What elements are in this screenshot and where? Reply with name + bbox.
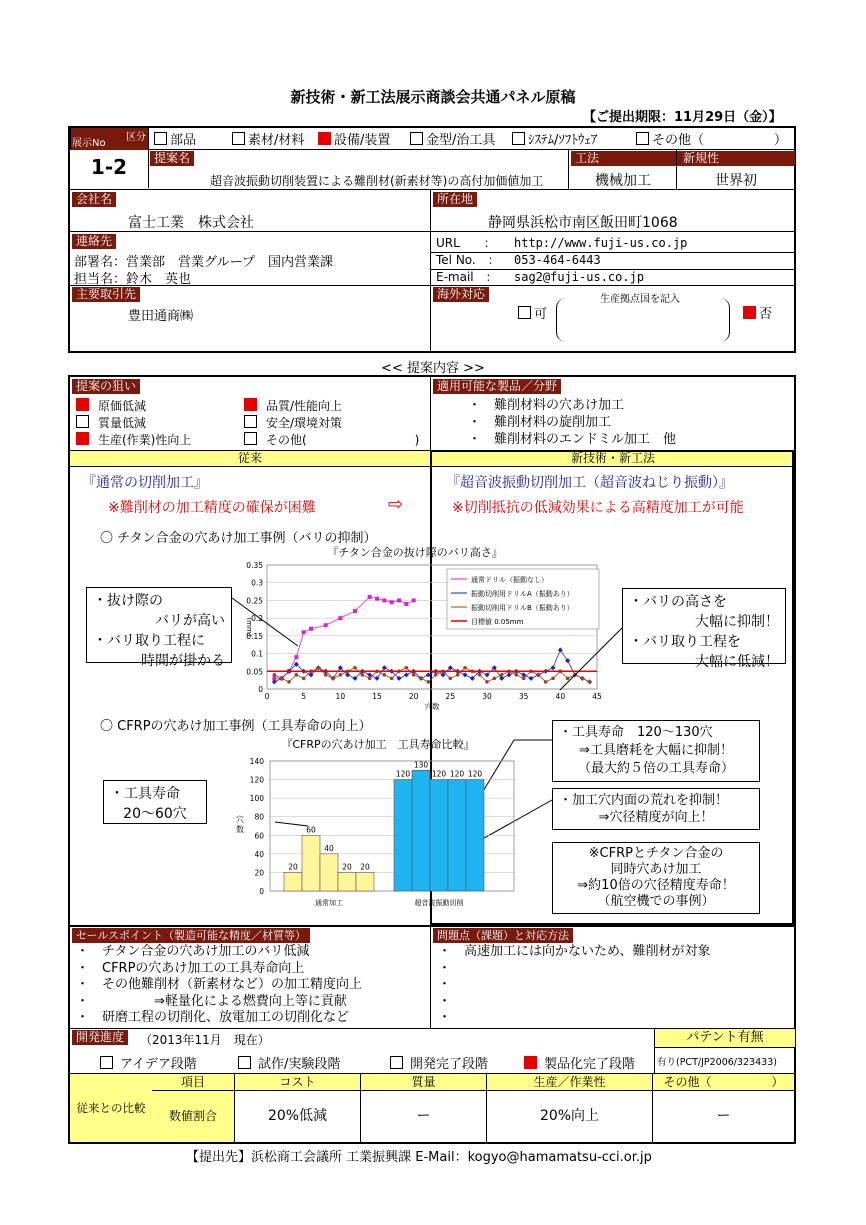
callout-line: ・バリ取り工程を [629, 634, 741, 650]
issue-item: ・ [438, 993, 452, 1009]
overseas-yes-label: 可 [534, 307, 548, 322]
chart1-xtick: 35 [518, 692, 529, 701]
overseas-label: 海外対応 [433, 287, 489, 302]
compare-value-cell: 20%低減 [234, 1091, 360, 1142]
callout-line: 大幅に低減！ [695, 654, 779, 670]
chart2-bar [448, 780, 466, 891]
deadline: 【ご提出期限：11月29日（金）】 [583, 110, 782, 125]
stage-option[interactable] [100, 1053, 197, 1072]
callout-line: 大幅に抑制！ [695, 614, 779, 630]
category-option-label: 金型/治工具 [426, 133, 496, 148]
callout-line: ※CFRPとチタン合金の [588, 846, 724, 861]
chart2-bar-label: 120 [395, 769, 411, 779]
chart1-xtick: 5 [301, 692, 307, 701]
url-label: URL ： [436, 236, 496, 250]
chart2-ytick: 20 [254, 868, 264, 878]
chart1-xlabel: 穴数 [424, 702, 440, 711]
issue-item: ・ 高速加工には向かないため、難削材が対象 [438, 944, 711, 959]
stage-checkbox[interactable] [238, 1056, 251, 1069]
aims-label: 提案の狙い [72, 379, 140, 394]
issue-item: ・ [438, 1010, 452, 1025]
selling-list [76, 944, 362, 1027]
new-benefit: ※切削抵抗の低減効果による高精度加工が可能 [452, 500, 744, 516]
callout-line: （最大約５倍の工具寿命） [577, 761, 734, 776]
new-method-title: 『超音波振動切削加工（超音波ねじり振動）』 [446, 475, 733, 491]
callout-tool-life-old [103, 780, 207, 824]
stage-option-label: 開発完了段階 [410, 1057, 489, 1072]
compare-header-cell: その他（ ） [652, 1074, 794, 1090]
case1-title: 〇 チタン合金の穴あけ加工事例（バリの抑制） [100, 531, 377, 546]
chart2-bar [466, 780, 484, 891]
selling-item: ・ その他難削材（新素材など）の加工精度向上 [76, 977, 363, 992]
application-item: ・ 難削材料のエンドミル加工 他 [468, 432, 677, 447]
stage-option-label: 試作/実験段階 [258, 1057, 341, 1072]
stage-option-label: 製品化完了段階 [544, 1057, 636, 1072]
chart1-ytick: 0 [258, 685, 263, 694]
callout-line: ・加工穴内面の荒れを抑制！ [559, 793, 729, 808]
method-value: 機械加工 [595, 173, 651, 189]
category-option-label: ｼｽﾃﾑ/ｿﾌﾄｳｪｱ [528, 133, 598, 148]
callout-line: 20～60穴 [123, 806, 187, 822]
company-label: 会社名 [72, 192, 116, 207]
chart2-title: 『CFRPの穴あけ加工 工具寿命比較』 [281, 738, 475, 751]
chart2-ytick: 40 [254, 849, 264, 859]
compare-header-row [152, 1074, 794, 1090]
callout-line: ⇒約10倍の穴径精度寿命！ [577, 878, 735, 893]
stage-option-label: アイデア段階 [120, 1057, 197, 1072]
chart2-bar [430, 780, 448, 891]
clients-label: 主要取引先 [72, 287, 140, 302]
chart2-ytick: 140 [249, 757, 264, 766]
stage-option[interactable] [524, 1053, 635, 1072]
issues-label: 問題点（課題）と対応方法 [433, 928, 573, 943]
chart1-ytick: 0.1 [251, 649, 263, 659]
overseas-note: 生産拠点国を記入 [600, 294, 680, 305]
stage-option[interactable] [390, 1053, 488, 1072]
arrow-icon: ⇨ [388, 494, 404, 515]
chart2-ylabel: 穴 [236, 815, 244, 824]
chart1-xtick: 30 [482, 692, 492, 701]
chart2-bar-label: 20 [342, 862, 352, 872]
chart1-xtick: 0 [264, 692, 270, 701]
person: 担当名：鈴木 英也 [74, 272, 192, 287]
url-link[interactable]: http://www.fuji-us.co.jp [514, 236, 688, 250]
chart1-xtick: 15 [372, 692, 382, 701]
callout-line: ⇒工具磨耗を大幅に抑制！ [579, 743, 733, 758]
chart1-ytick: 0.15 [246, 631, 263, 641]
proposal-content-header: << 提案内容 >> [381, 361, 485, 376]
callout-line: ⇒穴径精度が向上！ [598, 810, 714, 825]
stage-option[interactable] [238, 1053, 340, 1072]
chart2-bar-label: 40 [324, 843, 334, 853]
chart1-ytick: 0.35 [246, 561, 263, 570]
panel-no: 1-2 [90, 155, 128, 179]
old-method-header: 従来 [70, 451, 430, 466]
chart2-ytick: 120 [249, 775, 264, 785]
chart1-ylabel: (mm) [245, 617, 253, 637]
callout-line: ・バリ取り工程に [93, 633, 205, 649]
footer: 【提出先】浜松商工会議所 工業振興課 E-Mail：kogyo@hamamatsu-cci.or.jp [186, 1150, 652, 1165]
callout-hole-finish [552, 788, 760, 830]
chart2-ylabel: 数 [236, 825, 244, 834]
tel-value: 053-464-6443 [514, 253, 601, 267]
callout-cfrp-titanium [552, 842, 760, 914]
chart2-bar [284, 872, 302, 891]
selling-label: セールスポイント（製造可能な精度／材質等） [72, 928, 310, 943]
chart1-ytick: 0.05 [246, 667, 263, 677]
chart2-bar [320, 854, 338, 891]
compare-header-cell: コスト [234, 1074, 360, 1090]
aim-option-label: その他( ) [266, 433, 420, 447]
chart2-bar-label: 130 [413, 760, 429, 770]
clients-value: 豊田通商㈱ [128, 309, 194, 324]
category-option-label: その他（ [652, 133, 705, 148]
new-method-header: 新技術・新工法 [432, 451, 794, 466]
chart2-bar-label: 120 [467, 769, 483, 779]
callout-line: 同時穴あけ加工 [610, 862, 702, 877]
compare-row-name: 数値割合 [152, 1091, 234, 1142]
issue-item: ・ [438, 977, 452, 992]
callout-line: ・工具寿命 [110, 786, 180, 802]
panel-no-label: 展示No [72, 138, 106, 149]
compare-value-cell: 20%向上 [486, 1091, 652, 1142]
aim-option-label: 質量低減 [98, 416, 147, 430]
stage-checkbox[interactable] [524, 1056, 537, 1069]
novelty-label: 新規性 [679, 151, 795, 166]
compare-header-cell: 項目 [180, 1075, 205, 1089]
dept: 部署名：営業部 営業グループ 国内営業課 [74, 255, 333, 270]
email-label: E-mail ： [436, 270, 498, 284]
category-label: 区分 [126, 132, 146, 143]
chart1-legend-label: 振動切削用ドリルB（振動あり） [471, 604, 574, 612]
compare-header-cell: 生産／作業性 [486, 1074, 652, 1090]
patent-label: パテント有無 [654, 1029, 795, 1047]
chart1-xtick: 45 [592, 692, 602, 701]
aim-option-label: 原価低減 [98, 399, 147, 413]
aim-option-label: 生産(作業)性向上 [98, 433, 192, 447]
aim-option-label: 品質/性能向上 [266, 399, 343, 413]
chart2-category-label: 通常加工 [315, 899, 343, 907]
case2-title: 〇 CFRPの穴あけ加工事例（工具寿命の向上） [100, 719, 372, 734]
issues-list [438, 944, 710, 1027]
selling-item: ・ ⇒軽量化による燃費向上等に貢献 [76, 993, 347, 1009]
chart1-ytick: 0.25 [246, 596, 263, 606]
callout-line: バリが高い [155, 613, 225, 629]
application-item: ・ 難削材料の穴あけ加工 [468, 398, 625, 413]
chart2-ytick: 0 [259, 887, 264, 896]
chart2-bar-label: 60 [306, 825, 316, 835]
selling-item: ・ チタン合金の穴あけ加工のバリ低減 [76, 944, 310, 959]
chart2-ytick: 60 [254, 831, 264, 841]
chart1-xtick: 20 [408, 692, 419, 701]
development-date: （2013年11月 現在） [140, 1033, 270, 1047]
compare-row-label: 従来との比較 [76, 1101, 146, 1115]
contact-label: 連絡先 [72, 234, 116, 249]
callout-tool-life-new [552, 720, 760, 782]
compare-value-cell: ー [360, 1091, 486, 1142]
email-link[interactable]: sag2@fuji-us.co.jp [514, 270, 645, 284]
overseas-no-label: 否 [759, 307, 773, 322]
issue-item: ・ [438, 960, 452, 976]
tool-life-chart [228, 735, 518, 915]
chart1-xtick: 40 [555, 692, 566, 701]
tel-label: Tel No. ： [436, 253, 500, 267]
callout-line: 時間が掛かる [141, 653, 225, 669]
chart1-legend-label: 通常ドリル（振動なし） [471, 576, 548, 584]
address-label: 所在地 [433, 192, 477, 207]
chart1-xtick: 25 [445, 692, 456, 701]
compare-header-cell: 質量 [360, 1074, 486, 1090]
chart2-bar [412, 770, 430, 891]
chart2-bar-label: 120 [449, 769, 465, 779]
chart2-bar-label: 120 [431, 769, 447, 779]
callout-line: ・バリの高さを [629, 594, 727, 610]
callout-line: ・抜け際の [93, 593, 163, 609]
chart1-legend-label: 目標値 0.05mm [471, 618, 524, 626]
page-title: 新技術・新工法展示商談会共通パネル原稿 [290, 88, 576, 106]
category-option-label: 設備/装置 [334, 133, 391, 148]
category-option-label: 部品 [170, 133, 197, 148]
development-label: 開発進度 [72, 1030, 128, 1045]
compare-values-row [234, 1091, 794, 1142]
chart2-bar [356, 872, 374, 891]
chart2-ytick: 100 [249, 794, 264, 804]
patent-value: 有り(PCT/JP2006/323433) [657, 1057, 777, 1068]
novelty-value: 世界初 [715, 173, 757, 189]
compare-value-cell: ー [652, 1091, 794, 1142]
category-option-label: 素材/材料 [248, 133, 305, 148]
method-label: 工法 [571, 151, 679, 166]
applications-label: 適用可能な製品／分野 [433, 379, 561, 394]
aim-option-label: 安全/環境対策 [266, 416, 343, 430]
chart1-title: 『チタン合金の抜け際のバリ高さ』 [327, 546, 503, 559]
proposal-name: 超音波振動切削装置による難削材(新素材等)の高付加価値加工 [210, 174, 544, 188]
address-value: 静岡県浜松市南区飯田町1068 [488, 215, 678, 231]
stage-checkbox[interactable] [390, 1056, 403, 1069]
chart1-xtick: 10 [335, 692, 346, 701]
chart1-ytick: 0.2 [251, 614, 263, 624]
callout-line: ・工具寿命 120～130穴 [559, 725, 713, 740]
old-method-title: 『通常の切削加工』 [82, 475, 208, 491]
proposal-label: 提案名 [150, 151, 194, 166]
chart2-bar [394, 780, 412, 891]
selling-item: ・ CFRPの穴あけ加工の工具寿命向上 [76, 960, 305, 976]
chart1-ytick: 0.3 [251, 578, 263, 588]
chart2-ytick: 80 [254, 812, 264, 822]
chart2-bar [338, 872, 356, 891]
old-issue: ※難削材の加工精度の確保が困難 [108, 500, 316, 516]
callout-line: （航空機での事例） [597, 894, 715, 909]
chart1-legend-label: 振動切削用ドリルA（振動あり） [471, 590, 574, 598]
chart2-category-label: 超音波振動切削 [414, 899, 464, 907]
chart2-bar-label: 20 [360, 862, 370, 872]
category-close: ） [774, 133, 788, 148]
selling-item: ・ 研磨工程の切削化、放電加工の切削化など [76, 1010, 350, 1025]
chart2-bar [302, 835, 320, 891]
application-item: ・ 難削材料の旋削加工 [468, 415, 612, 430]
chart2-bar-label: 20 [288, 862, 298, 872]
company-name: 富士工業 株式会社 [128, 215, 254, 231]
stage-checkbox[interactable] [100, 1056, 113, 1069]
